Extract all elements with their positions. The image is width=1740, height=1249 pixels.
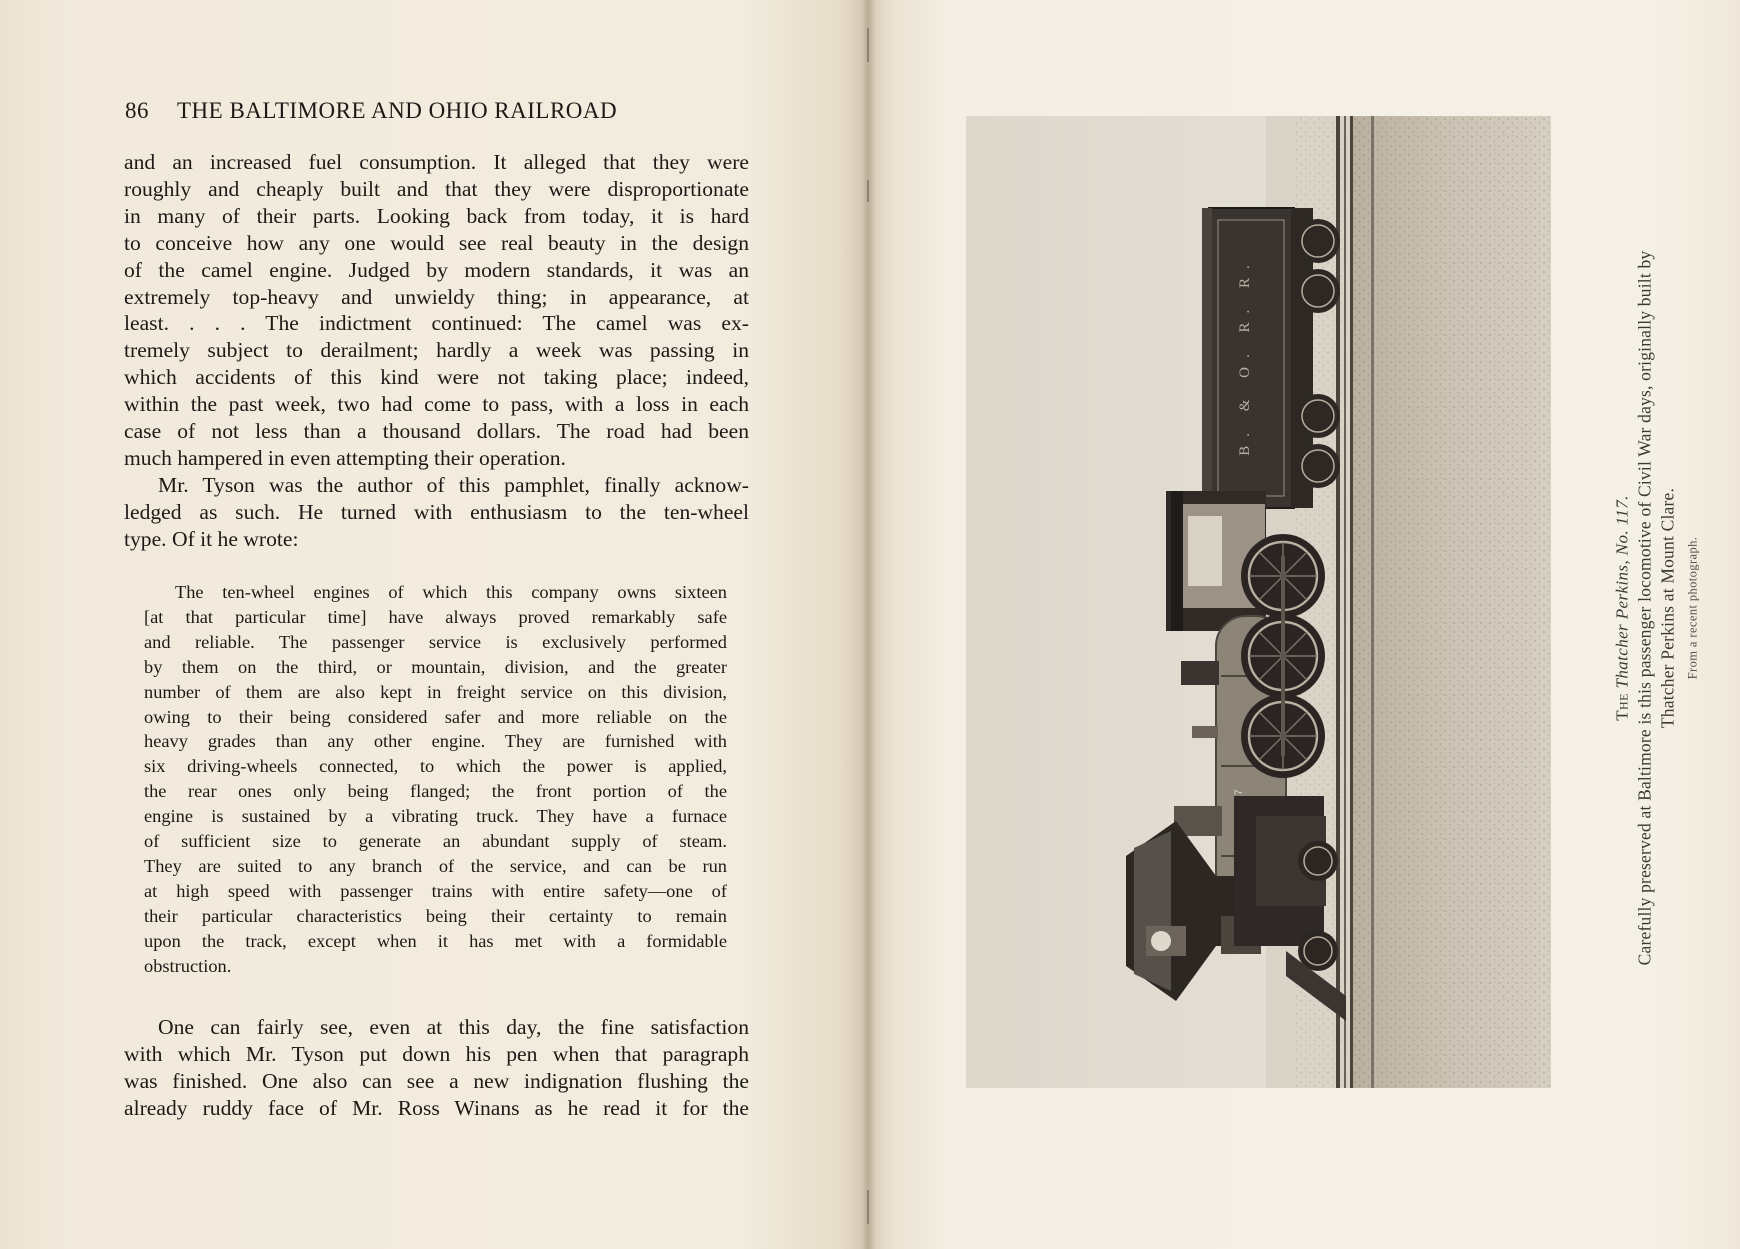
locomotive-photo-drawing <box>966 116 1551 1088</box>
caption-title-prefix: The <box>1612 693 1632 721</box>
binding-thread-mark <box>867 180 869 202</box>
quote-line: engine is sustained by a vibrating truck. They have a furnace <box>144 806 727 827</box>
text-line: much hampered in even attempting their operation. <box>124 445 566 470</box>
text-line: ledged as such. He turned with enthusiasm to the ten-wheel <box>124 499 749 524</box>
text-line: case of not less than a thousand dollars. The road had been <box>124 419 749 444</box>
running-head <box>125 98 750 124</box>
page-number: 86 <box>125 98 149 123</box>
body-text-upper <box>124 149 749 553</box>
text-line: to conceive how any one would see real beauty in the design <box>124 230 749 255</box>
quote-line: They are suited to any branch of the service, and can be run <box>144 855 727 876</box>
body-text-lower <box>124 1014 749 1122</box>
text-line: was finished. One also can see a new indignation flushing the <box>124 1068 749 1093</box>
left-page <box>0 0 868 1249</box>
quote-line: and reliable. The passenger service is exclusively performed <box>144 631 727 652</box>
text-line: type. Of it he wrote: <box>124 526 299 551</box>
quote-line: obstruction. <box>144 955 232 976</box>
text-line: in many of their parts. Looking back from today, it is hard <box>124 203 749 228</box>
quote-line: the rear ones only being flanged; the front portion of the <box>144 781 727 802</box>
photo-credit: From a recent photograph. <box>1685 536 1700 680</box>
caption-line-1: Carefully preserved at Baltimore is this passenger locomotive of Civil War days, originally built by <box>1634 250 1655 966</box>
quote-line: six driving-wheels connected, to which the power is applied, <box>144 756 727 777</box>
text-line: within the past week, two had come to pass, with a loss in each <box>124 392 749 417</box>
caption-title <box>1611 251 1634 966</box>
caption-title-name: Thatcher Perkins, No. 117. <box>1612 495 1632 689</box>
quote-line: number of them are also kept in freight service on this division, <box>144 681 727 702</box>
quote-line: owing to their being considered safer and more reliable on the <box>144 706 727 727</box>
quote-line: The ten-wheel engines of which this company owns sixteen <box>175 582 727 602</box>
quote-line: of sufficient size to generate an abundant supply of steam. <box>144 831 727 852</box>
paragraph-1 <box>124 149 749 472</box>
quote-line: their particular characteristics being their certainty to remain <box>144 905 727 926</box>
text-line: One can fairly see, even at this day, the fine satisfaction <box>158 1015 749 1039</box>
text-line: with which Mr. Tyson put down his pen when that paragraph <box>124 1041 749 1066</box>
text-line: tremely subject to derailment; hardly a week was passing in <box>124 338 749 363</box>
text-line: already ruddy face of Mr. Ross Winans as he read it for the <box>124 1095 749 1120</box>
locomotive-photograph <box>966 116 1551 1088</box>
binding-thread-mark <box>867 28 869 62</box>
text-line: Mr. Tyson was the author of this pamphlet, finally acknow- <box>158 472 749 497</box>
caption-line-2: Thatcher Perkins at Mount Clare. <box>1657 487 1678 729</box>
text-line: roughly and cheaply built and that they were disproportionate <box>124 176 749 201</box>
text-line: least. . . . The indictment continued: The camel was ex- <box>124 311 749 336</box>
plate-caption <box>1611 251 1706 966</box>
quote-line: upon the track, except when it has met with a formidable <box>144 930 727 951</box>
quote-line: by them on the third, or mountain, division, and the greater <box>144 656 727 677</box>
tender-lettering: B. & O. R. R. <box>1237 256 1253 456</box>
text-line: extremely top-heavy and unwieldy thing; in appearance, at <box>124 284 749 309</box>
binding-thread-mark <box>867 1190 869 1224</box>
text-line: of the camel engine. Judged by modern standards, it was an <box>124 257 749 282</box>
quote-line: [at that particular time] have always proved remarkably safe <box>144 606 727 627</box>
book-gutter <box>862 0 876 1249</box>
quote-line: heavy grades than any other engine. They are furnished with <box>144 731 727 752</box>
running-head-title: THE BALTIMORE AND OHIO RAILROAD <box>177 98 618 123</box>
block-quote <box>144 580 727 979</box>
paragraph-2 <box>124 472 749 553</box>
quote-line: at high speed with passenger trains with entire safety—one of <box>144 880 727 901</box>
text-line: which accidents of this kind were not taking place; indeed, <box>124 365 749 390</box>
paragraph-3 <box>124 1014 749 1122</box>
text-line: and an increased fuel consumption. It alleged that they were <box>124 150 749 174</box>
